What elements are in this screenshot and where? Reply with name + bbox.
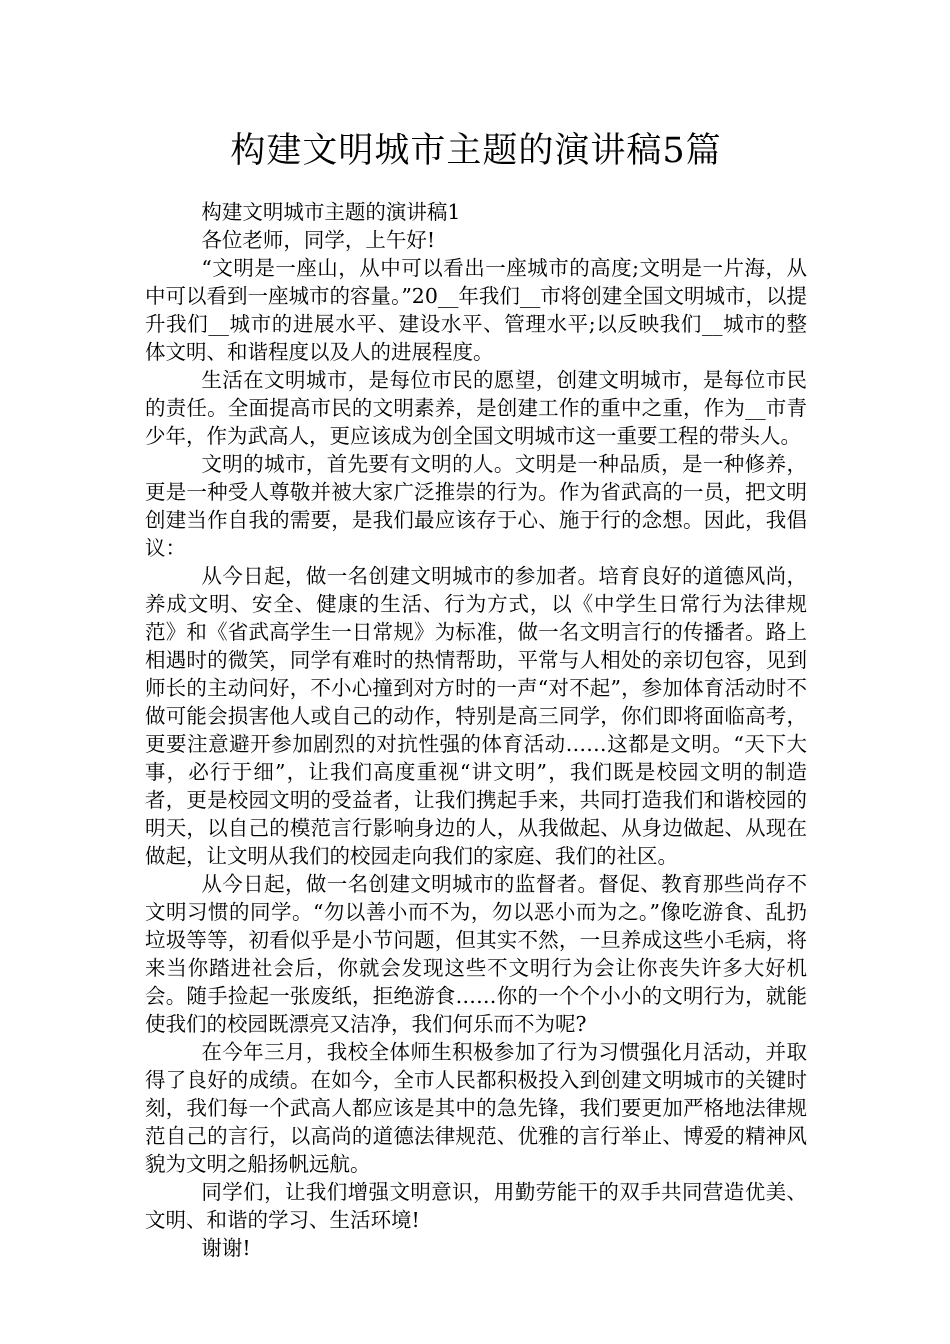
closing-paragraph: 谢谢! bbox=[201, 1236, 251, 1260]
body-paragraph: 文明的城市，首先要有文明的人。文明是一种品质，是一种修养，更是一种受人尊敬并被大家广泛推崇的行为。作为省武高的一员，把文明创建当作自我的需要，是我们最应该存于心、施于行的念想。因此，我倡议： bbox=[145, 452, 807, 560]
body-paragraph: 从今日起，做一名创建文明城市的监督者。督促、教育那些尚存不文明习惯的同学。“勿以善小而不为，勿以恶小而为之。”像吃游食、乱扔垃圾等等，初看似乎是小节问题，但其实不然，一旦养成这些小毛病，将来当你踏进社会后，你就会发现这些不文明行为会让你丧失许多大好机会。随手捡起一张废纸，拒绝游食……你的一个个小小的文明行为，就能使我们的校园既漂亮又洁净，我们何乐而不为呢? bbox=[145, 872, 807, 1036]
body-paragraph: “文明是一座山，从中可以看出一座城市的高度;文明是一片海，从中可以看到一座城市的容量。”20__年我们__市将创建全国文明城市，以提升我们__城市的进展水平、建设水平、管理水平;以反映我们__城市的整体文明、和谐程度以及人的进展程度。 bbox=[145, 256, 807, 364]
body-paragraph: 从今日起，做一名创建文明城市的参加者。培育良好的道德风尚，养成文明、安全、健康的生活、行为方式，以《中学生日常行为法律规范》和《省武高学生一日常规》为标准，做一名文明言行的传播者。路上相遇时的微笑，同学有难时的热情帮助，平常与人相处的亲切包容，见到师长的主动问好，不小心撞到对方时的一声“对不起”，参加体育活动时不做可能会损害他人或自己的动作，特别是高三同学，你们即将面临高考，更要注意避开参加剧烈的对抗性强的体育活动……这都是文明。“天下大事，必行于细”，让我们高度重视“讲文明”，我们既是校园文明的制造者，更是校园文明的受益者，让我们携起手来，共同打造我们和谐校园的明天，以自己的模范言行影响身边的人，从我做起、从身边做起、从现在做起，让文明从我们的校园走向我们的家庭、我们的社区。 bbox=[145, 564, 807, 868]
document-page bbox=[145, 0, 807, 1262]
body-paragraph: 生活在文明城市，是每位市民的愿望，创建文明城市，是每位市民的责任。全面提高市民的文明素养，是创建工作的重中之重，作为__市青少年，作为武高人，更应该成为创全国文明城市这一重要工程的带头人。 bbox=[145, 368, 807, 448]
greeting-paragraph: 各位老师，同学，上午好! bbox=[201, 228, 436, 252]
document-body bbox=[145, 198, 807, 1262]
document-title: 构建文明城市主题的演讲稿5篇 bbox=[230, 131, 722, 171]
body-paragraph: 在今年三月，我校全体师生积极参加了行为习惯强化月活动，并取得了良好的成绩。在如今，全市人民都积极投入到创建文明城市的关键时刻，我们每一个武高人都应该是其中的急先锋，我们要更加严格地法律规范自己的言行，以高尚的道德法律规范、优雅的言行举止、博爱的精神风貌为文明之船扬帆远航。 bbox=[145, 1040, 807, 1176]
body-paragraph: 同学们，让我们增强文明意识，用勤劳能干的双手共同营造优美、文明、和谐的学习、生活环境! bbox=[145, 1180, 807, 1232]
speech-heading: 构建文明城市主题的演讲稿1 bbox=[201, 200, 461, 224]
